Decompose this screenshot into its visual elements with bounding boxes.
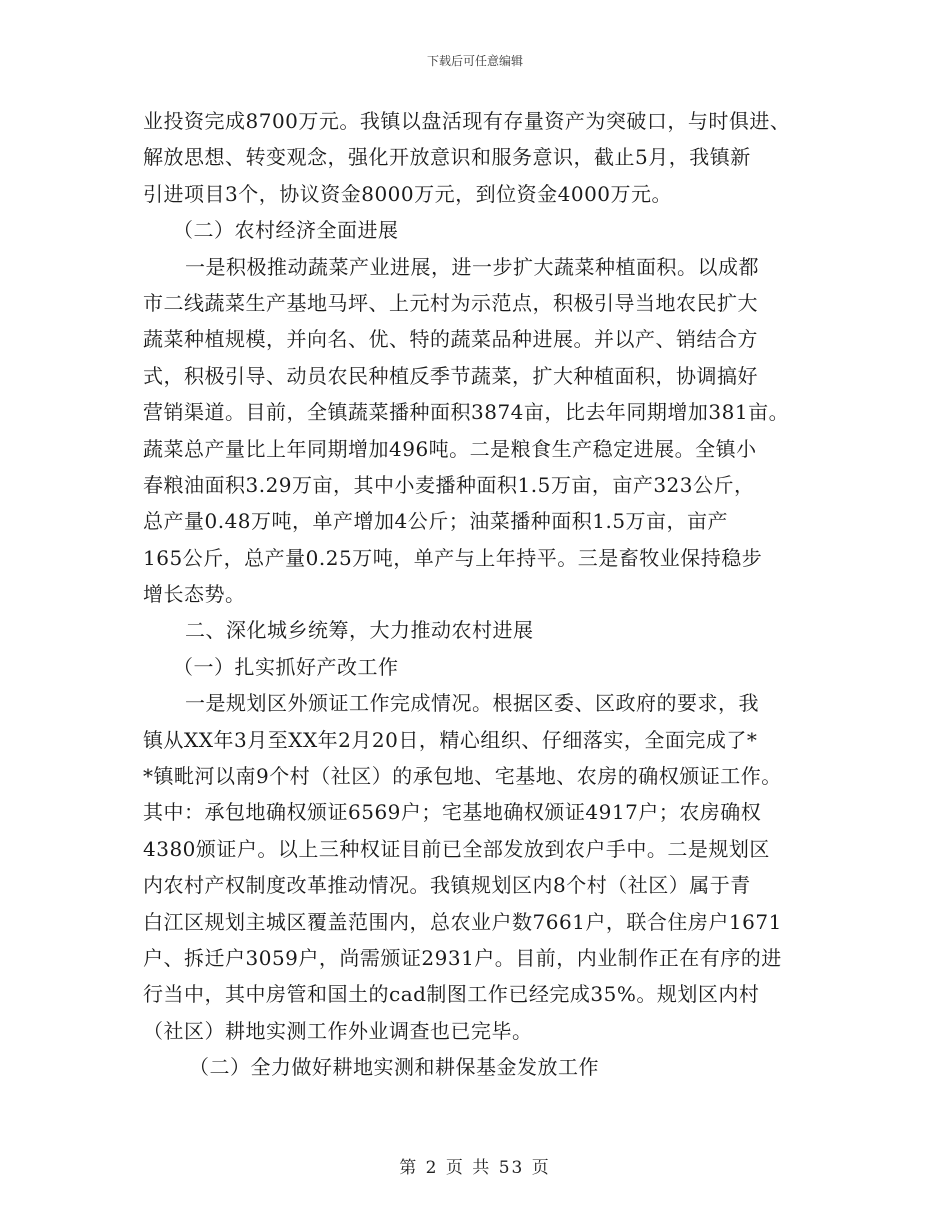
text-line: 解放思想、转变观念，强化开放意识和服务意识，截止5月，我镇新 [143,145,751,170]
text-line: 内农村产权制度改革推动情况。我镇规划区内8个村（社区）属于青 [143,873,751,898]
text-line: 其中：承包地确权颁证6569户；宅基地确权颁证4917户；农房确权 [143,800,762,825]
subsection-heading: （一）扎实抓好产改工作 [173,654,399,679]
text-line: 蔬菜种植规模，并向名、优、特的蔬菜品种进展。并以产、销结合方 [143,327,758,352]
document-body [143,103,823,1086]
text-line: 蔬菜总产量比上年同期增加496吨。二是粮食生产稳定进展。全镇小 [143,436,757,461]
section-heading: （二）农村经济全面进展 [173,218,399,243]
paragraph-first-line: 一是规划区外颁证工作完成情况。根据区委、区政府的要求，我 [185,691,759,716]
text-line: 市二线蔬菜生产基地马坪、上元村为示范点，积极引导当地农民扩大 [143,290,758,315]
text-line: 式，积极引导、动员农民种植反季节蔬菜，扩大种植面积，协调搞好 [143,363,758,388]
text-line: 165公斤，总产量0.25万吨，单产与上年持平。三是畜牧业保持稳步 [143,545,763,570]
text-line: 引进项目3个，协议资金8000万元，到位资金4000万元。 [143,181,673,206]
text-line: 行当中，其中房管和国土的cad制图工作已经完成35%。规划区内村 [143,982,760,1007]
paragraph-first-line: 一是积极推动蔬菜产业进展，进一步扩大蔬菜种植面积。以成都 [185,254,759,279]
subsection-heading: （二）全力做好耕地实测和耕保基金发放工作 [189,1055,599,1080]
text-line: 业投资完成8700万元。我镇以盘活现有存量资产为突破口，与时俱进、 [143,109,791,133]
page-number-footer: 第 2 页 共 53 页 [399,1158,551,1178]
text-line: 白江区规划主城区覆盖范围内，总农业户数7661户，联合住房户1671 [143,909,782,934]
text-line: 增长态势。 [143,582,246,607]
text-line: 总产量0.48万吨，单产增加4公斤；油菜播种面积1.5万亩，亩产 [143,509,729,534]
text-line: 4380颁证户。以上三种权证目前已全部发放到农户手中。二是规划区 [143,836,770,861]
text-line: 春粮油面积3.29万亩，其中小麦播种面积1.5万亩，亩产323公斤， [143,472,755,497]
text-line: 户、拆迁户3059户，尚需颁证2931户。目前，内业制作正在有序的进 [143,945,782,970]
text-line: 营销渠道。目前，全镇蔬菜播种面积3874亩，比去年同期增加381亩。 [143,400,790,425]
text-line: 镇从XX年3月至XX年2月20日，精心组织、仔细落实，全面完成了* [143,727,758,752]
text-line: （社区）耕地实测工作外业调查也已完毕。 [143,1018,533,1043]
page-header-note: 下载后可任意编辑 [426,54,523,68]
text-line: *镇毗河以南9个村（社区）的承包地、宅基地、农房的确权颁证工作。 [143,764,782,789]
section-heading: 二、深化城乡统筹，大力推动农村进展 [185,618,534,643]
